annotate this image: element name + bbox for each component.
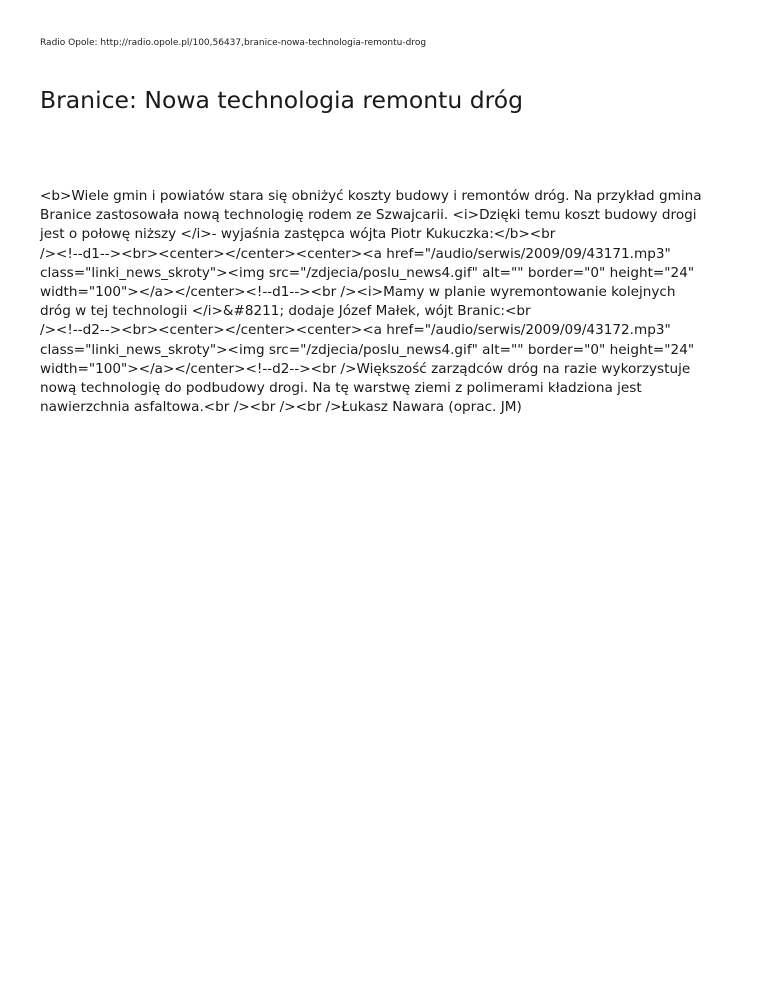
body-line: class="linki_news_skroty"><img src="/zdjecia/poslu_news4.gif" alt="" border="0" height="24" [40,341,695,358]
body-line: /><!--d2--><br><center></center><center><a href="/audio/serwis/2009/09/43172.mp3" [40,322,671,339]
body-line: <b>Wiele gmin i powiatów stara się obniżyć koszty budowy i remontów dróg. Na przykład gmina [40,188,702,204]
source-url-line: Radio Opole: http://radio.opole.pl/100,56437,branice-nowa-technologia-remontu-drog [40,38,427,48]
body-line: class="linki_news_skroty"><img src="/zdjecia/poslu_news4.gif" alt="" border="0" height="24" [40,264,695,281]
body-line: Branice zastosowała nową technologię rodem ze Szwajcarii. <i>Dzięki temu koszt budowy drogi [40,207,697,224]
body-line: width="100"></a></center><!--d1--><br /><i>Mamy w planie wyremontowanie kolejnych [40,284,676,301]
body-line: width="100"></a></center><!--d2--><br />Większość zarządców dróg na razie wykorzystuje [40,360,691,377]
body-line: jest o połowę niższy </i>- wyjaśnia zastępca wójta Piotr Kukuczka:</b><br [40,226,556,243]
body-line: /><!--d1--><br><center></center><center><a href="/audio/serwis/2009/09/43171.mp3" [40,245,671,262]
body-line: dróg w tej technologii </i>&#8211; dodaje Józef Małek, wójt Branic:<br [40,303,531,320]
article-body [40,187,728,417]
article-title: Branice: Nowa technologia remontu dróg [40,86,524,114]
body-line: nawierzchnia asfaltowa.<br /><br /><br />Łukasz Nawara (oprac. JM) [40,399,522,416]
body-line: nową technologię do podbudowy drogi. Na tę warstwę ziemi z polimerami kładziona jest [40,380,642,397]
